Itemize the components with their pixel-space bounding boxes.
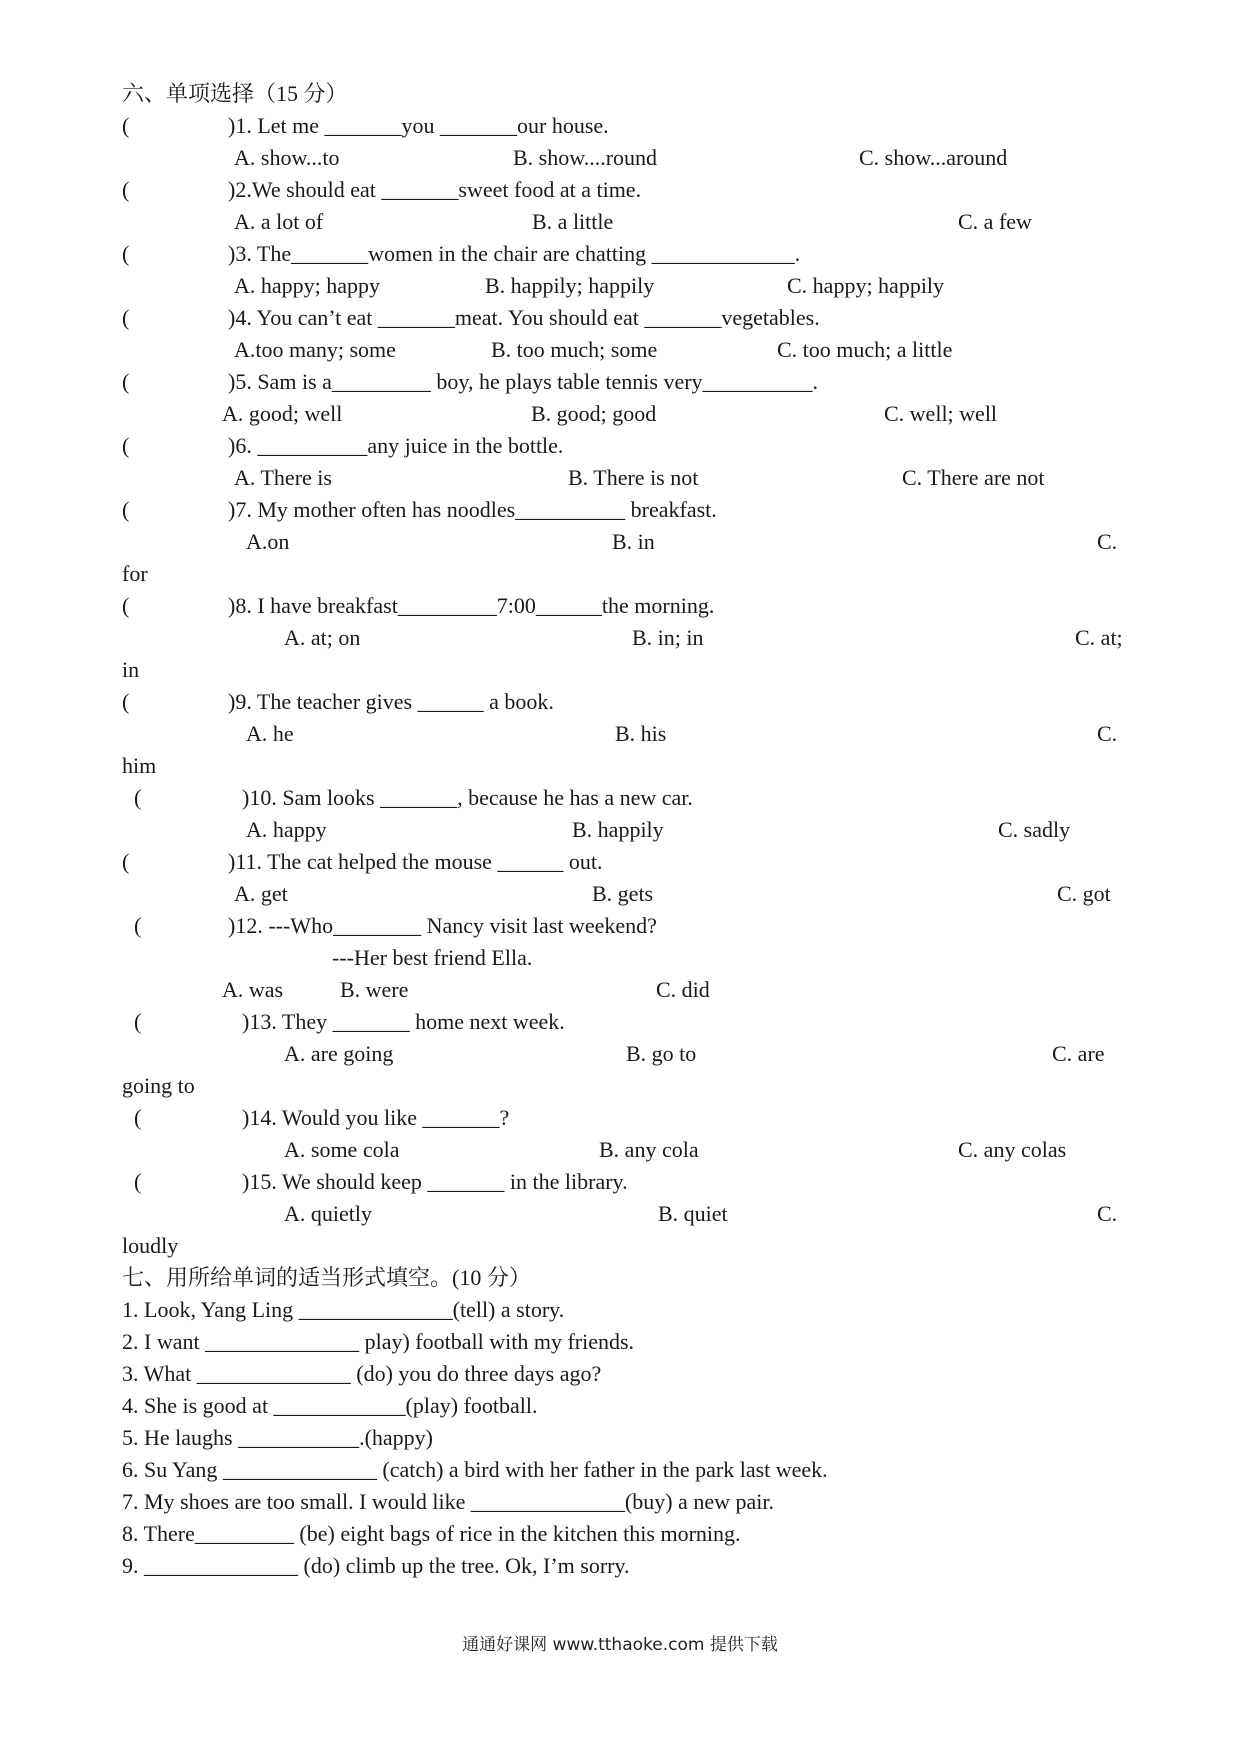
option-c: C. did [656, 977, 710, 1002]
option-c: C. too much; a little [777, 337, 953, 362]
answer-paren: ( [122, 305, 130, 330]
option-b: B. happily [572, 817, 664, 842]
question-stem: )15. We should keep _______ in the library. [242, 1169, 628, 1194]
answer-paren: ( [134, 1009, 142, 1034]
option-c: C. There are not [902, 465, 1045, 490]
question-stem: )4. You can’t eat _______meat. You should eat _______vegetables. [228, 305, 820, 330]
option-b: B. happily; happily [485, 273, 655, 298]
option-c-wrap: for [122, 561, 148, 586]
answer-paren: ( [134, 1169, 142, 1194]
question-stem: )13. They _______ home next week. [242, 1009, 565, 1034]
option-a: A. happy; happy [234, 273, 381, 298]
fill-item: 7. My shoes are too small. I would like ______________(buy) a new pair. [122, 1489, 774, 1514]
fill-item: 9. ______________ (do) climb up the tree. Ok, I’m sorry. [122, 1553, 630, 1578]
fill-item: 8. There_________ (be) eight bags of rice in the kitchen this morning. [122, 1521, 741, 1546]
option-a: A. a lot of [234, 209, 324, 234]
question-stem: )14. Would you like _______? [242, 1105, 510, 1130]
answer-paren: ( [122, 177, 130, 202]
option-c: C. any colas [958, 1137, 1067, 1162]
option-c: C. [1097, 529, 1118, 554]
option-b: B. any cola [599, 1137, 699, 1162]
option-a: A. good; well [222, 401, 343, 426]
answer-paren: ( [122, 241, 130, 266]
option-b: B. in; in [632, 625, 704, 650]
option-c: C. a few [958, 209, 1032, 234]
footer-source: 通通好课网 www.tthaoke.com 提供下载 [462, 1635, 778, 1655]
answer-paren: ( [122, 433, 130, 458]
question-stem: )9. The teacher gives ______ a book. [228, 689, 554, 714]
question-stem: )6. __________any juice in the bottle. [228, 433, 564, 458]
option-b: B. too much; some [491, 337, 658, 362]
fill-item: 2. I want ______________ play) football with my friends. [122, 1329, 635, 1354]
question-stem: )1. Let me _______you _______our house. [228, 113, 609, 138]
question-stem: )2.We should eat _______sweet food at a time. [228, 177, 642, 202]
option-a: A. are going [284, 1041, 394, 1066]
option-c: C. sadly [998, 817, 1071, 842]
option-b: B. show....round [513, 145, 658, 170]
option-b: B. go to [626, 1041, 697, 1066]
option-c: C. well; well [884, 401, 998, 426]
option-b: B. in [612, 529, 655, 554]
option-c: C. happy; happily [787, 273, 945, 298]
answer-paren: ( [122, 689, 130, 714]
option-c-wrap: him [122, 753, 157, 778]
option-c-wrap: going to [122, 1073, 195, 1098]
option-a: A. he [246, 721, 294, 746]
option-a: A. happy [246, 817, 327, 842]
option-a: A.on [246, 529, 290, 554]
option-b: B. quiet [658, 1201, 728, 1226]
option-c: C. [1097, 1201, 1118, 1226]
answer-paren: ( [134, 913, 142, 938]
option-c: C. at; [1075, 625, 1123, 650]
question-dialogue: ---Her best friend Ella. [332, 945, 533, 970]
option-c: C. [1097, 721, 1118, 746]
option-b: B. There is not [568, 465, 699, 490]
option-a: A. get [234, 881, 288, 906]
option-c-wrap: loudly [122, 1233, 179, 1258]
answer-paren: ( [134, 785, 142, 810]
option-c: C. are [1052, 1041, 1105, 1066]
question-stem: )3. The_______women in the chair are chatting _____________. [228, 241, 801, 266]
option-b: B. his [615, 721, 667, 746]
option-c-wrap: in [122, 657, 140, 682]
option-a: A.too many; some [234, 337, 396, 362]
fill-item: 3. What ______________ (do) you do three days ago? [122, 1361, 602, 1386]
fill-item: 1. Look, Yang Ling ______________(tell) a story. [122, 1297, 565, 1322]
question-stem: )12. ---Who________ Nancy visit last weekend? [228, 913, 657, 938]
section-6-title: 六、单项选择（15 分） [122, 81, 348, 106]
question-stem: )5. Sam is a_________ boy, he plays table tennis very__________. [228, 369, 819, 394]
answer-paren: ( [122, 593, 130, 618]
question-stem: )10. Sam looks _______, because he has a new car. [242, 785, 693, 810]
option-c: C. got [1057, 881, 1111, 906]
question-stem: )11. The cat helped the mouse ______ out. [228, 849, 603, 874]
fill-item: 6. Su Yang ______________ (catch) a bird with her father in the park last week. [122, 1457, 828, 1482]
option-a: A. some cola [284, 1137, 400, 1162]
answer-paren: ( [122, 369, 130, 394]
answer-paren: ( [134, 1105, 142, 1130]
answer-paren: ( [122, 113, 130, 138]
option-a: A. at; on [284, 625, 361, 650]
option-a: A. was [222, 977, 284, 1002]
option-b: B. were [340, 977, 409, 1002]
option-c: C. show...around [859, 145, 1008, 170]
question-stem: )7. My mother often has noodles__________ breakfast. [228, 497, 717, 522]
section-7-title: 七、用所给单词的适当形式填空。(10 分） [122, 1265, 531, 1290]
fill-item: 4. She is good at ____________(play) football. [122, 1393, 538, 1418]
option-b: B. gets [592, 881, 654, 906]
answer-paren: ( [122, 497, 130, 522]
fill-item: 5. He laughs ___________.(happy) [122, 1425, 434, 1450]
option-a: A. show...to [234, 145, 340, 170]
option-b: B. a little [532, 209, 614, 234]
answer-paren: ( [122, 849, 130, 874]
question-stem: )8. I have breakfast_________7:00______the morning. [228, 593, 715, 618]
option-a: A. quietly [284, 1201, 372, 1226]
option-b: B. good; good [531, 401, 657, 426]
option-a: A. There is [234, 465, 332, 490]
